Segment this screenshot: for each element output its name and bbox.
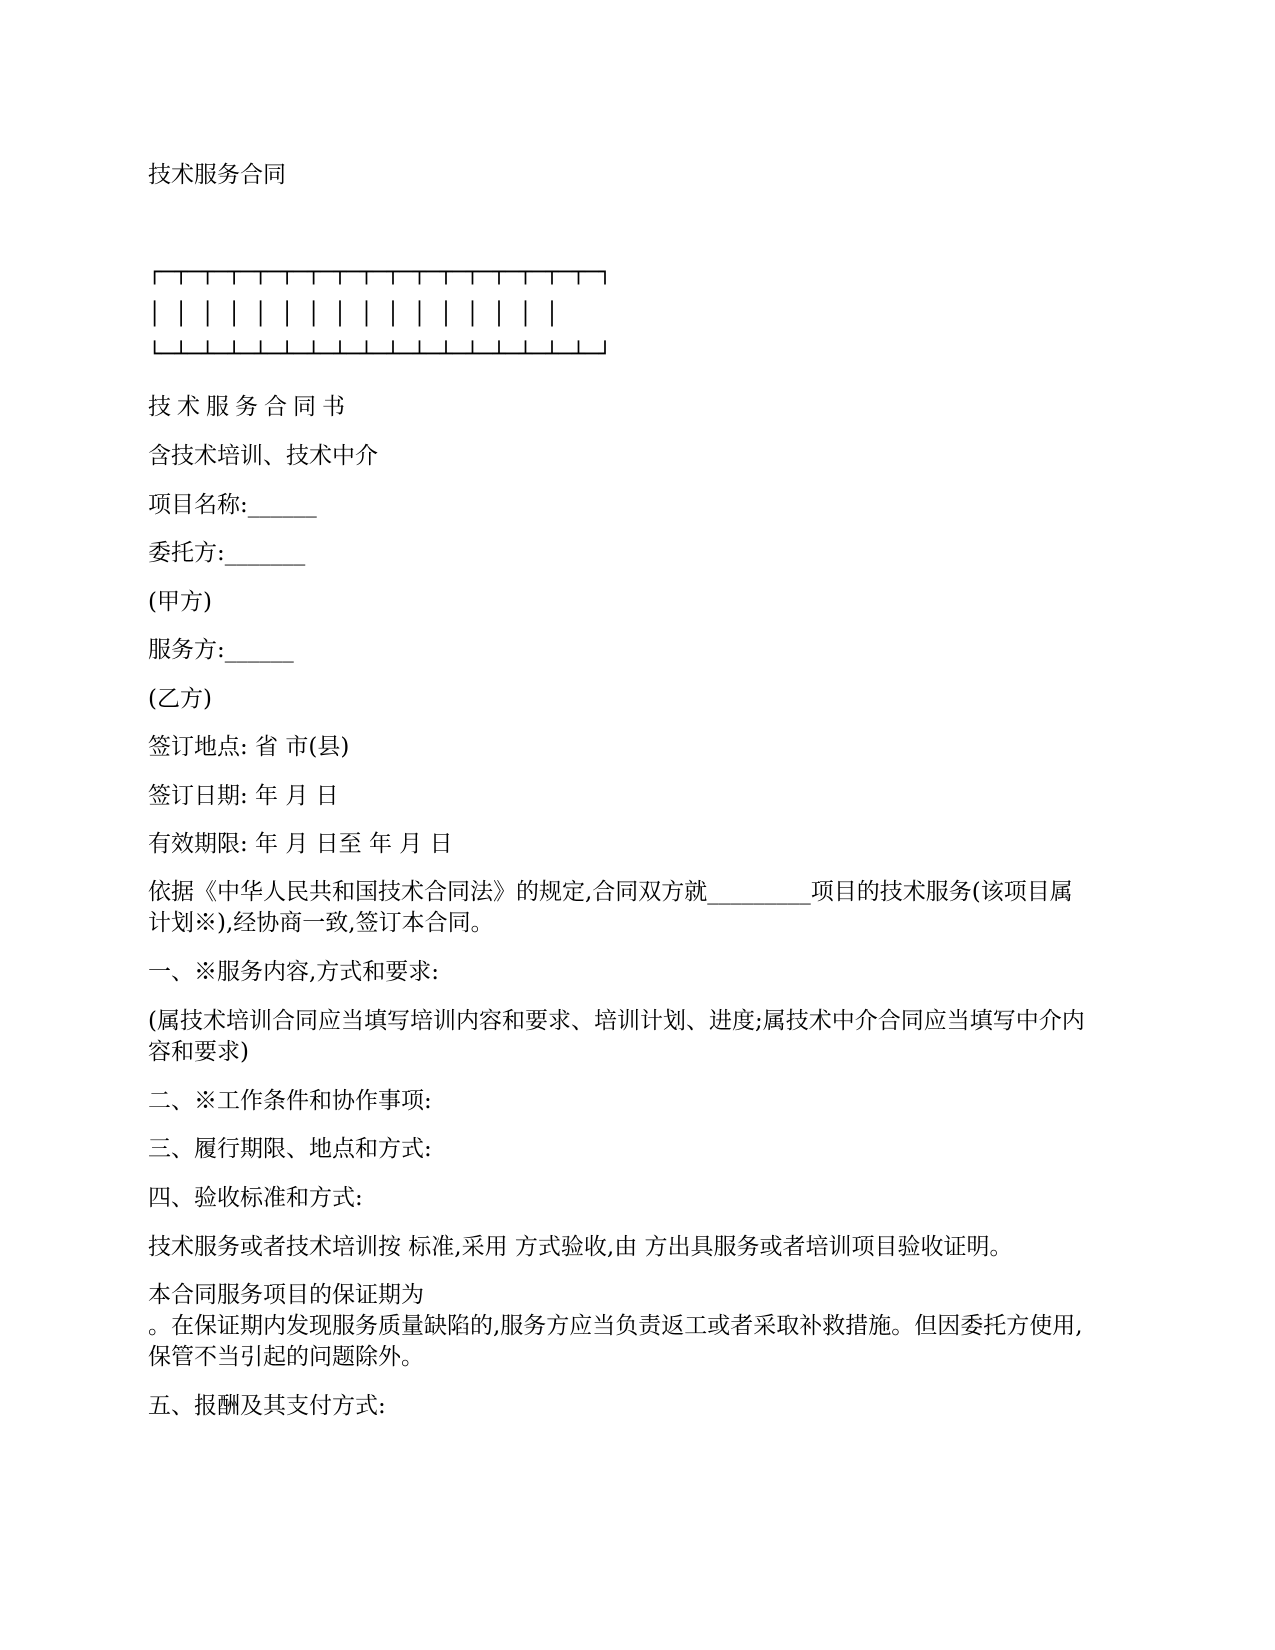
box-cells: │ │ │ │ │ │ │ │ │ │ │ │ │ │ │ │ [148,302,559,327]
provider-field: 服务方:______ [148,637,294,663]
warranty-line2: 。在保证期内发现服务质量缺陷的,服务方应当负责返工或者采取补救措施。但因委托方使用,保管不当引起的问题除外。 [148,1313,1083,1370]
section1-title: 一、※服务内容,方式和要求: [148,959,440,985]
client-field: 委托方:_______ [148,540,306,566]
sign-date-field: 签订日期: 年 月 日 [148,783,339,809]
section2-title: 二、※工作条件和协作事项: [148,1088,432,1114]
contract-heading: 技术服务合同书 [148,394,351,420]
provider-role: (乙方) [148,686,212,712]
box-bottom-border: └─┴─┴─┴─┴─┴─┴─┴─┴─┴─┴─┴─┴─┴─┴─┴─┴─┘ [148,342,612,367]
section1-note: (属技术培训合同应当填写培训内容和要求、培训计划、进度;属技术中介合同应当填写中介内容和要求) [148,1008,1085,1065]
contract-subheading: 含技术培训、技术中介 [148,443,378,469]
box-top-border: ┌─┬─┬─┬─┬─┬─┬─┬─┬─┬─┬─┬─┬─┬─┬─┬─┬─┐ [148,260,612,285]
sign-place-field: 签订地点: 省 市(县) [148,734,350,760]
section3-title: 三、履行期限、地点和方式: [148,1136,432,1162]
valid-period-field: 有效期限: 年 月 日至 年 月 日 [148,831,453,857]
project-name-field: 项目名称:______ [148,492,317,518]
section5-title: 五、报酬及其支付方式: [148,1393,386,1419]
client-role: (甲方) [148,589,212,615]
preamble-paragraph: 依据《中华人民共和国技术合同法》的规定,合同双方就_________项目的技术服务(该项目属 计划※),经协商一致,签订本合同。 [148,879,1073,936]
warranty-line1: 本合同服务项目的保证期为 [148,1282,424,1308]
section4-text: 技术服务或者技术培训按 标准,采用 方式验收,由 方出具服务或者培训项目验收证明。 [148,1234,1013,1260]
document-title: 技术服务合同 [148,162,286,188]
section4-title: 四、验收标准和方式: [148,1185,363,1211]
